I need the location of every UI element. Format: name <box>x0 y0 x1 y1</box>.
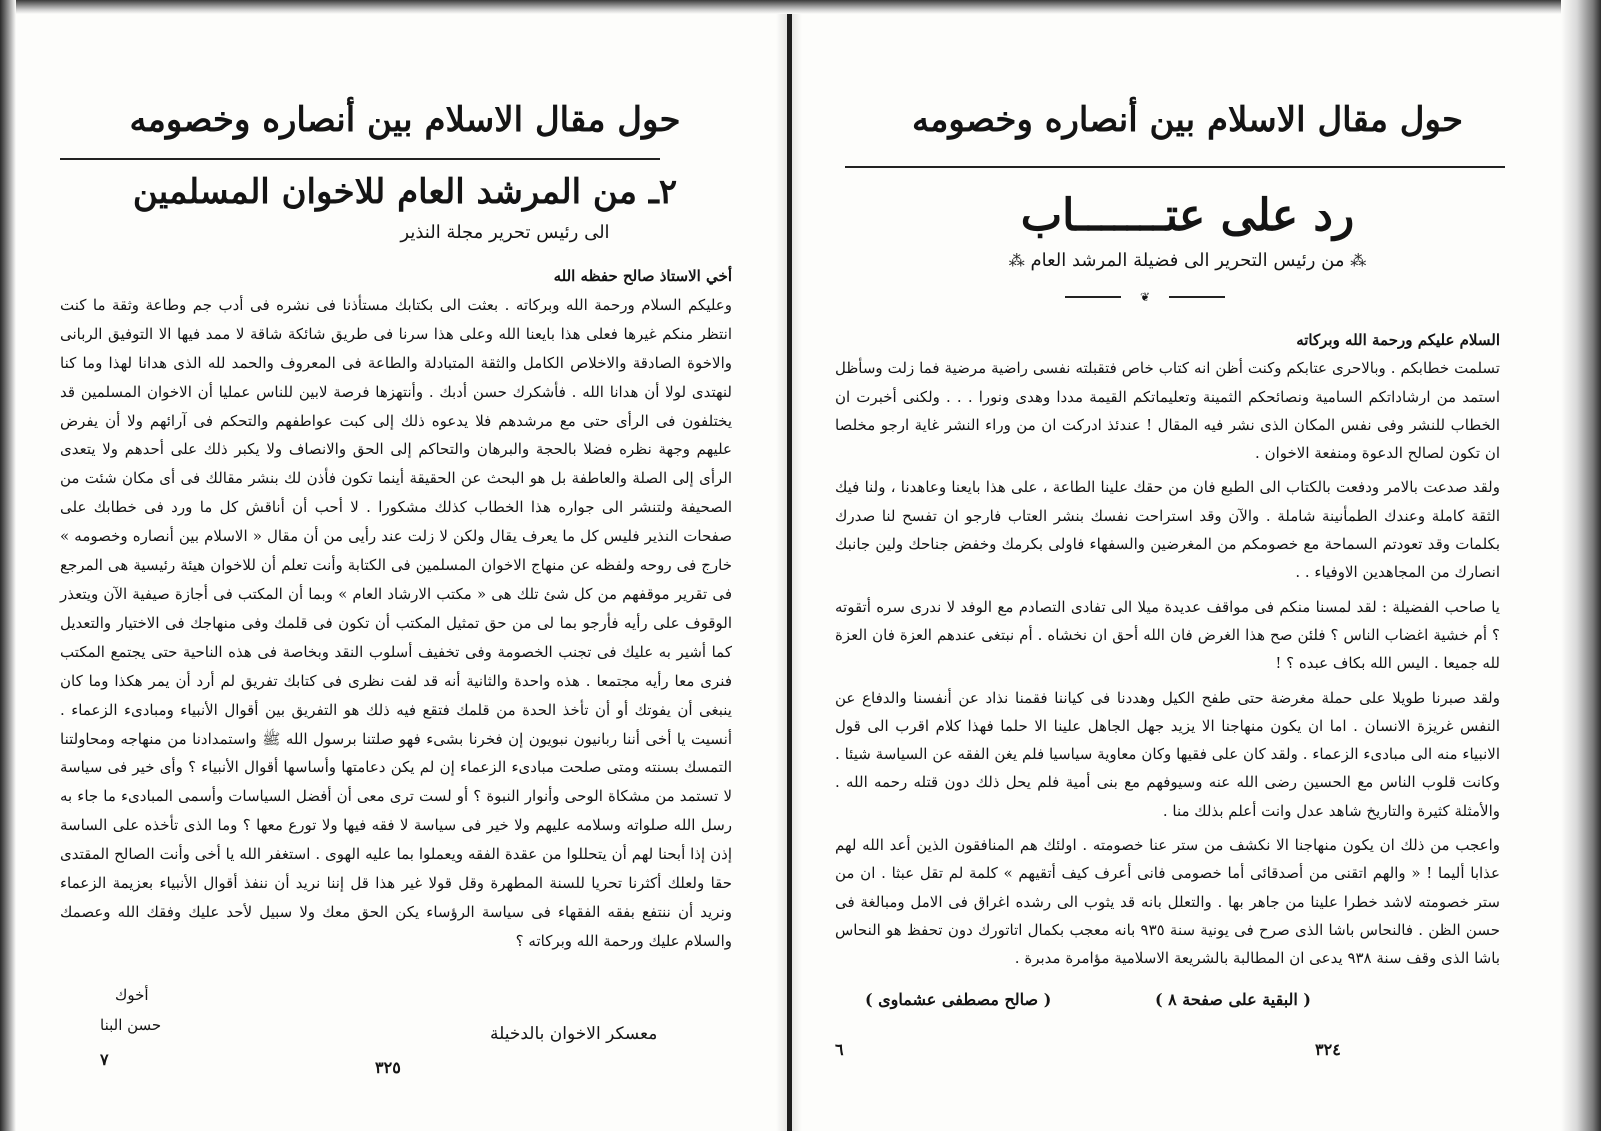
left-closing: أخوك <box>115 986 149 1004</box>
right-page-number: ٦ <box>835 1040 844 1059</box>
right-paragraph: ولقد صبرنا طويلا على حملة مغرضة حتى طفح الكيل وهددنا فى كياننا فقمنا نذاد عن أنفسنا والدفاع عن النفس غريزة الانسان . اما ان يكون منهاجنا الا يزيد جهل الجاهل علينا الا حلما فهذا كلام اقرب الى قول الانبياء منه الى مبادىء الزعماء . ولقد كان على فقيها وكان معاوية سياسيا فلم يغن الفقه عن السياسة شيئا . وكانت قلوب الناس مع الحسين رضى الله عنه وسيوفهم مع بنى أمية فلم يحل ذلك دون قتله رحمه الله . والأمثلة كثيرة والتاريخ شاهد عدل وانت أعلم بذلك منا . <box>835 688 1500 820</box>
right-continued: ( البقية على صفحة ٨ ) <box>1155 990 1311 1009</box>
left-page-number: ٧ <box>100 1050 109 1069</box>
left-header-rule <box>60 158 660 160</box>
right-page <box>835 40 1540 1100</box>
left-place: معسكر الاخوان بالدخيلة <box>490 1024 658 1044</box>
left-volume-page: ٣٢٥ <box>375 1058 401 1077</box>
right-signature: ( صالح مصطفى عشماوى ) <box>865 990 1052 1009</box>
divider-bar <box>1169 296 1225 298</box>
left-paragraph: وعليكم السلام ورحمة الله وبركاته . بعثت الى بكتابك مستأذنا فى نشره فى أدب جم وطاعة وثقة ما كنت انتظر منكم غيرها فعلى هذا بايعنا الله وعلى هذا سرنا فى طريق شائكة شاقة لا ممد فيها الا التوفيق الربانى والاخوة الصادقة والاخلاص الكامل والثقة المتبادلة والطاعة فى المعروف والحمد لله الذى هدانا لهذا وما كنا لنهتدى لولا أن هدانا الله . فأشكرك حسن أدبك . وأنتهزها فرصة لابين للناس عمليا أن الاخوان المسلمين قد يختلفون فى الرأى حتى مع مرشدهم فلا يدعوه ذلك إلى كبت عواطفهم والتحكم فى آرائهم ولا أن يفرض عليهم وجهة نظره فضلا بالحجة والبرهان والتحاكم إلى الحق والانصاف ولا يكبر ذلك على أحدهم ولا يتعدى الرأى إلى الصلة والعاطفة بل هو البحث عن الحقيقة أينما تكون فأذن لك بنشر مقالك فى أى مكان شئت من الصحيفة ولتنشر الى جواره هذا الخطاب كذلك مشكورا . لا أحب أن أناقش كل ما ورد فى خطابك على صفحات النذير فليس كل ما يعرف يقال ولكن لا زلت عند رأيى من أن مقال « الاسلام بين أنصاره وخصومه » خارج فى روحه ولفظه عن منهاج الاخوان المسلمين فى الكتابة وأنت تعلم أن للاخوان هيئة رئيسية هى المرجع فى تقرير موقفهم من كل شئ تلك هى « مكتب الارشاد العام » وبما أن المكتب فى أجازة صيفية الآن ويتعذر الوقوف على رأيه فأرجو بما لى من حق تمثيل المكتب أن تكون فى قلمك وفى منهاجك فى الاختيار والتعديل كما أشير به عليك فى تجنب الخصومة وفى تخفيف أسلوب النقد وبخاصة فى هذه الناحية حتى يجتمع المكتب فنرى معا رأيه مجتمعا . هذه واحدة والثانية أنه قد لفت نظرى فى كتابك تفريق لم أرد أن يمر هكذا وما كان ينبغى أن يفوتك أو أن تأخذ الحدة من قلمك فتقع فيه ذلك هو التفريق بين أقوال الأنبياء ومبادىء الزعماء . أنسيت يا أخى أننا ربانيون نبويون إن فخرنا بشىء فهو صلتنا برسول الله ﷺ واستمدادنا من منهاجه ومحاولتنا التمسك بسنته ومتى صلحت مبادىء الزعماء إن لم يكن دعامتها وأساسها أقوال الأنبياء ؟ وأى خير فى سياسة لا تستمد من مشكاة الوحى وأنوار النبوة ؟ أو لست ترى معى أن أفضل السياسات وأسمى المبادىء ما جاء به رسل الله صلواته وسلامه عليهم ولا خير فى سياسة لا فقه فيها ولا تورع معها ؟ وما الذى تأخذه على الساسة إذن إذا أبحنا لهم أن يتحللوا من عقدة الفقه ويعملوا بما عليه الهوى . استغفر الله يا أخى وأنت الصالح المقتدى حقا ولعلك أكثرنا تحريا للسنة المطهرة وقل قولا غير هذا قل إننا نريد أن ننفذ أقوال الأنبياء بعزيمة الزعماء ونريد أن ننتفع بفقه الفقهاء فى سياسة الرؤساء يكن الحق معك ولا سبيل لأحد عليك وفقك الله وعصمك والسلام عليك ورحمة الله وبركاته ؟ <box>60 295 732 950</box>
right-article-title: رد على عتـــــــاب <box>1020 190 1355 241</box>
left-subtitle: الى رئيس تحرير مجلة النذير <box>400 222 610 243</box>
fleuron-divider <box>1065 290 1225 304</box>
right-paragraph: تسلمت خطابكم . وبالاحرى عتابكم وكنت أظن انه كتاب خاص فتقبلته نفسى راضية مرضية فما زلت وسأظل استمد من ارشاداتكم السامية ونصائحكم الثمينة وتعليماتكم القيمة مددا وهدى ونورا . . . ولكنى أخبرت ان الخطاب للنشر وفى نفس المكان الذى نشر فيه المقال ! عندئذ ادركت ان من وراء النشر غاية ارجو مخلصا ان تكون لصالح الدعوة ومنفعة الاخوان . <box>835 359 1500 463</box>
left-signature: حسن البنا <box>100 1016 162 1034</box>
right-subtitle-line <box>835 250 1540 271</box>
right-paragraph: يا صاحب الفضيلة : لقد لمسنا منكم فى مواقف عديدة ميلا الى تفادى التصادم مع الوفد لا ندرى سره أتقوته ؟ أم خشية اغضاب الناس ؟ فلئن صح هذا الغرض فان الله أحق ان نخشاه . أم نبتغى عندهم العزة فان العزة لله جميعا . اليس الله بكاف عبده ؟ ! <box>835 597 1500 673</box>
scan-edge-left <box>0 0 16 1131</box>
right-header-rule <box>845 166 1505 168</box>
right-body <box>835 326 1500 973</box>
left-header-title: حول مقال الاسلام بين أنصاره وخصومه <box>129 100 681 140</box>
ornament-icon: ⁂ <box>1350 251 1367 270</box>
right-header-title: حول مقال الاسلام بين أنصاره وخصومه <box>911 100 1464 140</box>
left-article-title: ٢ـ من المرشد العام للاخوان المسلمين <box>132 172 678 212</box>
right-volume-page: ٣٢٤ <box>1315 1040 1341 1059</box>
scan-edge-right <box>1561 0 1601 1131</box>
right-salutation: السلام عليكم ورحمة الله وبركاته <box>1296 331 1500 349</box>
left-page <box>60 40 750 1100</box>
book-spine <box>787 14 792 1131</box>
divider-bar <box>1065 296 1121 298</box>
left-body <box>60 262 732 956</box>
left-greeting: أخي الاستاذ صالح حفظه الله <box>553 267 732 285</box>
fleuron-icon: ❦ <box>1139 290 1151 304</box>
right-paragraph: واعجب من ذلك ان يكون منهاجنا الا نكشف من ستر عنا خصومته . اولئك هم المنافقون الذين أعد الله لهم عذابا أليما ! « والهم اتقنى من أصدقائى أما خصومى فانى أعرف كيف أتقيهم » كلمة لم تقل عبثا . ان من ستر خصومته لاشد خطرا علينا من جاهر بها . والتعلل بانه قد يثوب الى رشده اغراق فى الامل ومبالغة فى حسن الظن . فالنحاس باشا الذى صرح فى يونية سنة ٩٣٥ بانه معجب بكمال اتاتورك دون تحفظ هو النحاس باشا الذى وقف سنة ٩٣٨ يدعى ان المطالبة بالشريعة الاسلامية مؤامرة مدبرة . <box>835 836 1500 968</box>
ornament-icon: ⁂ <box>1008 251 1025 270</box>
scan-edge-top <box>0 0 1601 14</box>
right-subtitle: من رئيس التحرير الى فضيلة المرشد العام <box>1030 250 1345 271</box>
right-paragraph: ولقد صدعت بالامر ودفعت بالكتاب الى الطبع فان من حقك علينا الطاعة ، على هذا بايعنا وعاهدنا ، ولنا فيك الثقة كاملة وعندك الطمأنينة شاملة . والآن وقد استراحت نفسك بنشر العتاب فارجو ان تفسح لنا صدرك بكلمات وقد تعودتم السماحة مع خصومكم من المغرضين والسفهاء فاولى بكرمك وخفض جناحك ولين جانبك انصارك من المجاهدين الاوفياء . . <box>835 478 1500 582</box>
